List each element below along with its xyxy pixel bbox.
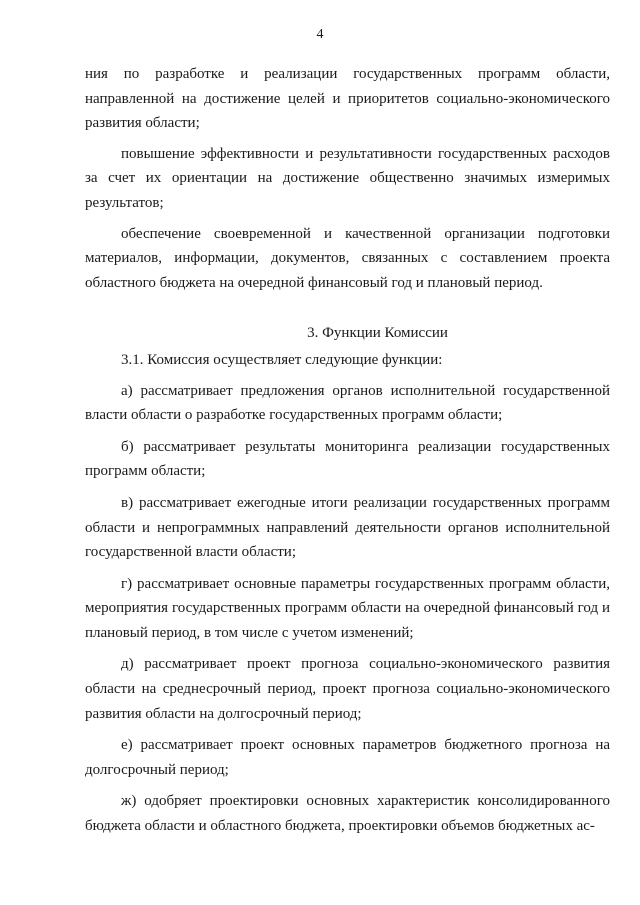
document-body [85, 62, 610, 846]
list-item: е) рассматривает проект основных параметров бюджетного прогноза на долгосрочный период; [85, 737, 610, 778]
list-item: а) рассматривает предложения органов исполнительной государственной власти области о разработке государственных программ области; [85, 382, 610, 424]
section-heading: 3. Функции Комиссии [307, 325, 448, 342]
paragraph: повышение эффективности и результативности государственных расходов за счет их ориентации на достижение общественно значимых измеримых результатов; [85, 145, 610, 211]
list-item: в) рассматривает ежегодные итоги реализации государственных программ области и непрограммных направлений деятельности органов исполнительной государственной власти области; [85, 494, 610, 561]
list-item: б) рассматривает результаты мониторинга реализации государственных программ области; [85, 438, 610, 480]
paragraph-continuation: ния по разработке и реализации государственных программ области, направленной на достижение целей и приоритетов социально-экономического развития области; [85, 66, 610, 132]
page-number: 4 [316, 27, 324, 42]
list-item: ж) одобряет проектировки основных характеристик консолидированного бюджета области и областного бюджета, проектировки объемов бюджетных ас- [85, 793, 610, 835]
section-intro: 3.1. Комиссия осуществляет следующие функции: [121, 351, 443, 368]
paragraph: обеспечение своевременной и качественной организации подготовки материалов, информации, документов, связанных с составлением проекта областного бюджета на очередной финансовый год и плановый период. [85, 225, 610, 291]
list-item: г) рассматривает основные параметры государственных программ области, мероприятия государственных программ области на очередной финансовый год и плановый период, в том числе с учетом изменений; [85, 575, 610, 641]
list-item: д) рассматривает проект прогноза социально-экономического развития области на среднесрочный период, проект прогноза социально-экономического развития области на долгосрочный период; [85, 656, 610, 722]
